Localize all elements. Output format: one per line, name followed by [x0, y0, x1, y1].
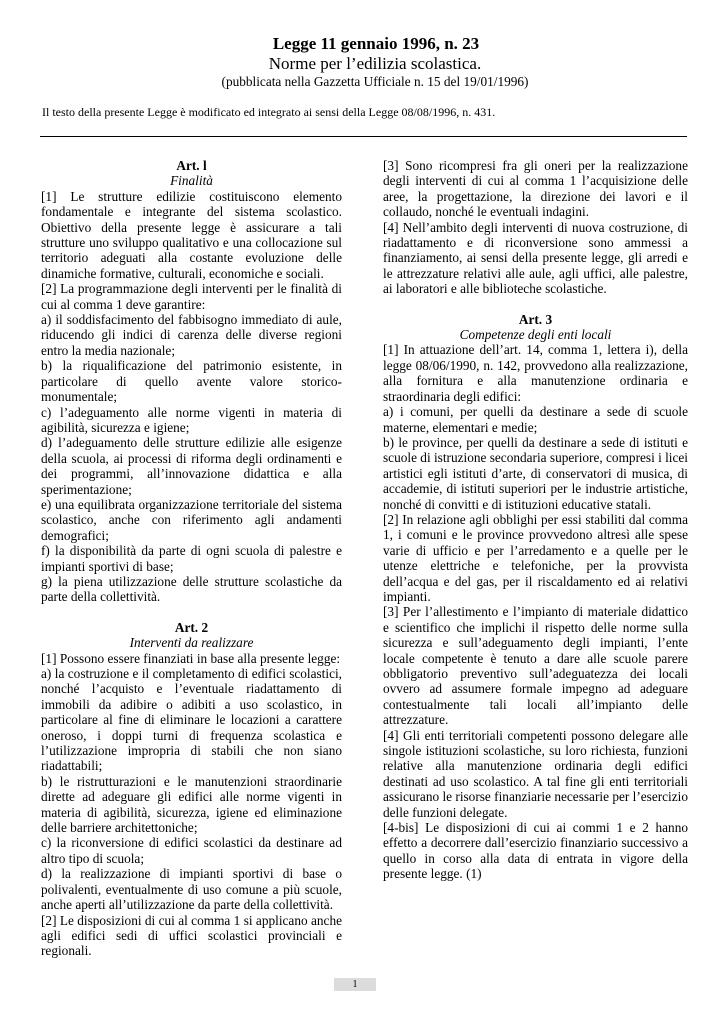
article-3-item-a: a) i comuni, per quelli da destinare a sede di scuole materne, elementari e medie;: [383, 404, 688, 435]
article-3-subheading: Competenze degli enti locali: [459, 327, 612, 343]
article-3-item-b: b) le province, per quelli da destinare a sede di istituti e scuole di istruzione secondaria superiore, compresi i licei artistici egli istituti d’arte, di conservatori di musica, di accademie, di istituti superiori per le industrie artistiche, nonché di convitti e di istituzioni educative statali.: [383, 434, 688, 512]
article-1-item-b: b) la riqualificazione del patrimonio esistente, in particolare di quello avente valore storico-monumentale;: [41, 358, 342, 405]
page-number: 1: [334, 978, 376, 991]
article-3-paragraph-2: [2] In relazione agli obblighi per essi stabiliti dal comma 1, i comuni e le province provvedono altresì alle spese varie di ufficio e per l’arredamento e a quelle per le utenze elettriche e telefoniche, per la provvista dell’acqua e del gas, per il riscaldamento ed ai relativi impianti.: [383, 511, 688, 604]
article-1-item-g: g) la piena utilizzazione delle strutture scolastiche da parte della collettività.: [41, 573, 342, 605]
article-2-heading: Art. 2: [174, 619, 209, 635]
article-2-item-a: a) la costruzione e il completamento di edifici scolastici, nonché l’acquisto e l’eventuale riadattamento di immobili da adibire o adibiti a uso scolastico, in particolare al fine di eliminare le locazioni a carattere oneroso, i doppi turni di frequenza scolastica e l’utilizzazione impropria di stabili che non siano riadattabili;: [41, 666, 342, 774]
document-title: Legge 11 gennaio 1996, n. 23: [272, 34, 480, 53]
article-1-subheading: Finalità: [170, 173, 213, 189]
article-1-heading: Art. l: [176, 158, 207, 173]
publication-info: (pubblicata nella Gazzetta Ufficiale n. 15 del 19/01/1996): [221, 74, 529, 89]
article-2-subheading: Interventi da realizzare: [129, 635, 254, 651]
article-2-paragraph-2: [2] Le disposizioni di cui al comma 1 si applicano anche agli edifici sedi di uffici scolastici provinciali e regionali.: [41, 912, 342, 959]
article-3-paragraph-1: [1] In attuazione dell’art. 14, comma 1, lettera i), della legge 08/06/1990, n. 142, provvedono alla realizzazione, alla fornitura e alla manutenzione ordinaria e straordinaria degli edifici:: [383, 342, 688, 404]
header-divider: [40, 136, 687, 137]
article-1-item-e: e) una equilibrata organizzazione territoriale del sistema scolastico, anche con riferimento agli andamenti demografici;: [41, 496, 342, 543]
article-3-heading: Art. 3: [518, 311, 553, 327]
article-3-paragraph-4: [4] Gli enti territoriali competenti possono delegare alle singole istituzioni scolastiche, su loro richiesta, funzioni relative alla manutenzione ordinaria degli edifici destinati ad uso scolastico. A tal fine gli enti territoriali assicurano le risorse finanziarie necessarie per l’esercizio delle funzioni delegate.: [383, 727, 688, 820]
article-2-paragraph-3: [3] Sono ricompresi fra gli oneri per la realizzazione degli interventi di cui al comma 1 l’acquisizione delle aree, la progettazione, la direzione dei lavori e il collaudo, nonché le eventuali indagini.: [383, 158, 688, 220]
article-1-item-c: c) l’adeguamento alle norme vigenti in materia di agibilità, sicurezza e igiene;: [41, 404, 342, 435]
article-1-item-f: f) la disponibilità da parte di ogni scuola di palestre e impianti sportivi di base;: [41, 543, 342, 574]
article-1-paragraph-2: [2] La programmazione degli interventi per le finalità di cui al comma 1 deve garantire:: [41, 281, 342, 312]
article-2-item-b: b) le ristrutturazioni e le manutenzioni straordinarie dirette ad adeguare gli edifici alle norme vigenti in materia di agibilità, sicurezza, igiene ed eliminazione delle barriere architettoniche;: [41, 773, 342, 836]
article-1-item-a: a) il soddisfacimento del fabbisogno immediato di aule, riducendo gli indici di carenza delle diverse regioni entro la media nazionale;: [41, 312, 342, 358]
article-2-item-c: c) la riconversione di edifici scolastici da destinare ad altro tipo di scuola;: [41, 835, 342, 866]
article-3-paragraph-4-bis: [4-bis] Le disposizioni di cui ai commi 1 e 2 hanno effetto a decorrere dall’esercizio finanziario successivo a quello in corso alla data di entrata in vigore della presente legge. (1): [383, 820, 688, 882]
document-subtitle: Norme per l’edilizia scolastica.: [268, 54, 482, 73]
article-2-item-d: d) la realizzazione di impianti sportivi di base o polivalenti, eventualmente di uso comune a più scuole, anche aperti all’utilizzazione da parte della collettività.: [41, 866, 342, 913]
amendment-note: Il testo della presente Legge è modificato ed integrato ai sensi della Legge 08/08/1996, n. 431.: [42, 105, 496, 119]
article-1-item-d: d) l’adeguamento delle strutture edilizie alle esigenze della scuola, ai processi di riforma degli ordinamenti e dei programmi, all’innovazione didattica e alla sperimentazione;: [41, 435, 342, 497]
right-column: [383, 158, 688, 882]
document-header: [0, 34, 724, 90]
article-2-paragraph-4: [4] Nell’ambito degli interventi di nuova costruzione, di riadattamento e di riconversione sono ammessi a finanziamento, ai sensi della presente legge, gli arredi e le attrezzature relativi alle aule, agli uffici, alle palestre, ai laboratori e alle biblioteche scolastiche.: [383, 219, 688, 297]
left-column: [41, 158, 342, 959]
article-2-paragraph-1: [1] Possono essere finanziati in base alla presente legge:: [41, 650, 341, 666]
article-3-paragraph-3: [3] Per l’allestimento e l’impianto di materiale didattico e scientifico che implichi il rispetto delle norme sulla sicurezza e sull’adeguamento degli impianti, l’ente locale competente è tenuto a dare alle scuole parere obbligatorio preventivo sull’adeguatezza dei locali ovvero ad assumere formale impegno ad adeguare contestualmente tali locali all’impianto delle attrezzature.: [383, 604, 688, 728]
article-1-paragraph-1: [1] Le strutture edilizie costituiscono elemento fondamentale e integrante del sistema scolastico. Obiettivo della presente legge è assicurare a tali strutture uno sviluppo qualitativo e una collocazione sul territorio adeguati alla costante evoluzione delle dinamiche formative, culturali, economiche e sociali.: [41, 188, 342, 281]
